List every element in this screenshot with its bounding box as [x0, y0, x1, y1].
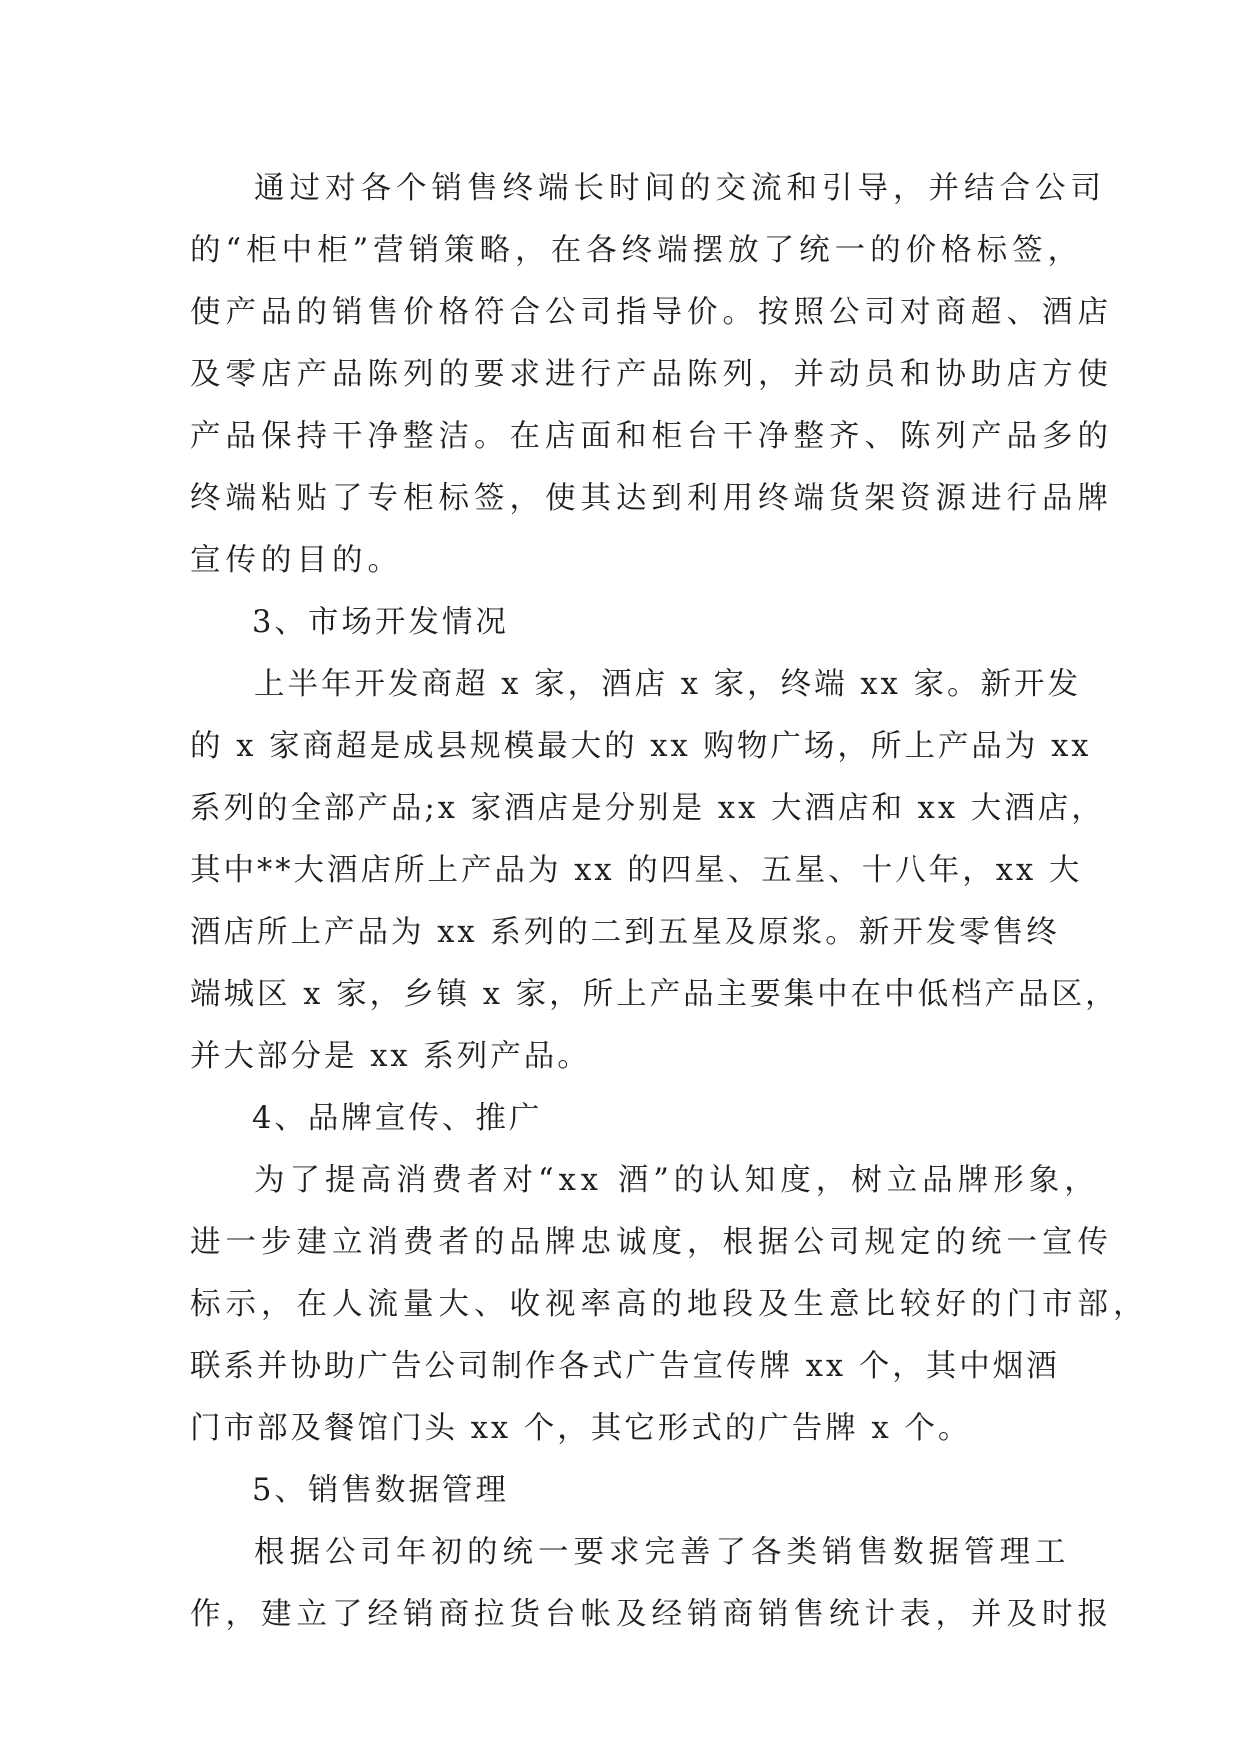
paragraph-line: 及零店产品陈列的要求进行产品陈列，并动员和协助店方使 [190, 357, 1113, 392]
paragraph-line: 进一步建立消费者的品牌忠诚度，根据公司规定的统一宣传 [190, 1225, 1113, 1260]
section-heading: 3、市场开发情况 [252, 605, 509, 640]
paragraph-line: 其中**大酒店所上产品为 xx 的四星、五星、十八年，xx 大 [190, 853, 1083, 888]
paragraph-line: 并大部分是 xx 系列产品。 [190, 1039, 591, 1074]
paragraph-line: 的“柜中柜”营销策略，在各终端摆放了统一的价格标签， [190, 233, 1084, 268]
paragraph-line: 终端粘贴了专柜标签，使其达到利用终端货架资源进行品牌 [190, 481, 1113, 516]
paragraph-line: 根据公司年初的统一要求完善了各类销售数据管理工 [254, 1535, 1071, 1570]
paragraph-line: 作，建立了经销商拉货台帐及经销商销售统计表，并及时报 [190, 1597, 1113, 1632]
paragraph-line: 的 x 家商超是成县规模最大的 xx 购物广场，所上产品为 xx [190, 729, 1092, 764]
section-heading: 5、销售数据管理 [252, 1473, 509, 1508]
paragraph-line: 为了提高消费者对“xx 酒”的认知度，树立品牌形象， [254, 1163, 1100, 1198]
paragraph-line: 产品保持干净整洁。在店面和柜台干净整齐、陈列产品多的 [190, 419, 1113, 454]
document-body [190, 158, 1149, 1646]
section-heading: 4、品牌宣传、推广 [252, 1101, 543, 1136]
paragraph-line: 上半年开发商超 x 家，酒店 x 家，终端 xx 家。新开发 [254, 667, 1081, 702]
paragraph-line: 宣传的目的。 [190, 543, 403, 578]
paragraph-line: 使产品的销售价格符合公司指导价。按照公司对商超、酒店 [190, 295, 1113, 330]
paragraph-line: 酒店所上产品为 xx 系列的二到五星及原浆。新开发零售终 [190, 915, 1060, 950]
paragraph-line: 通过对各个销售终端长时间的交流和引导，并结合公司 [254, 171, 1106, 206]
paragraph-line: 标示，在人流量大、收视率高的地段及生意比较好的门市部， [190, 1287, 1149, 1322]
paragraph-line: 端城区 x 家，乡镇 x 家，所上产品主要集中在中低档产品区， [190, 977, 1119, 1012]
paragraph-line: 门市部及餐馆门头 xx 个，其它形式的广告牌 x 个。 [190, 1411, 972, 1446]
paragraph-line: 联系并协助广告公司制作各式广告宣传牌 xx 个，其中烟酒 [190, 1349, 1060, 1384]
paragraph-line: 系列的全部产品;x 家酒店是分别是 xx 大酒店和 xx 大酒店， [190, 791, 1105, 826]
